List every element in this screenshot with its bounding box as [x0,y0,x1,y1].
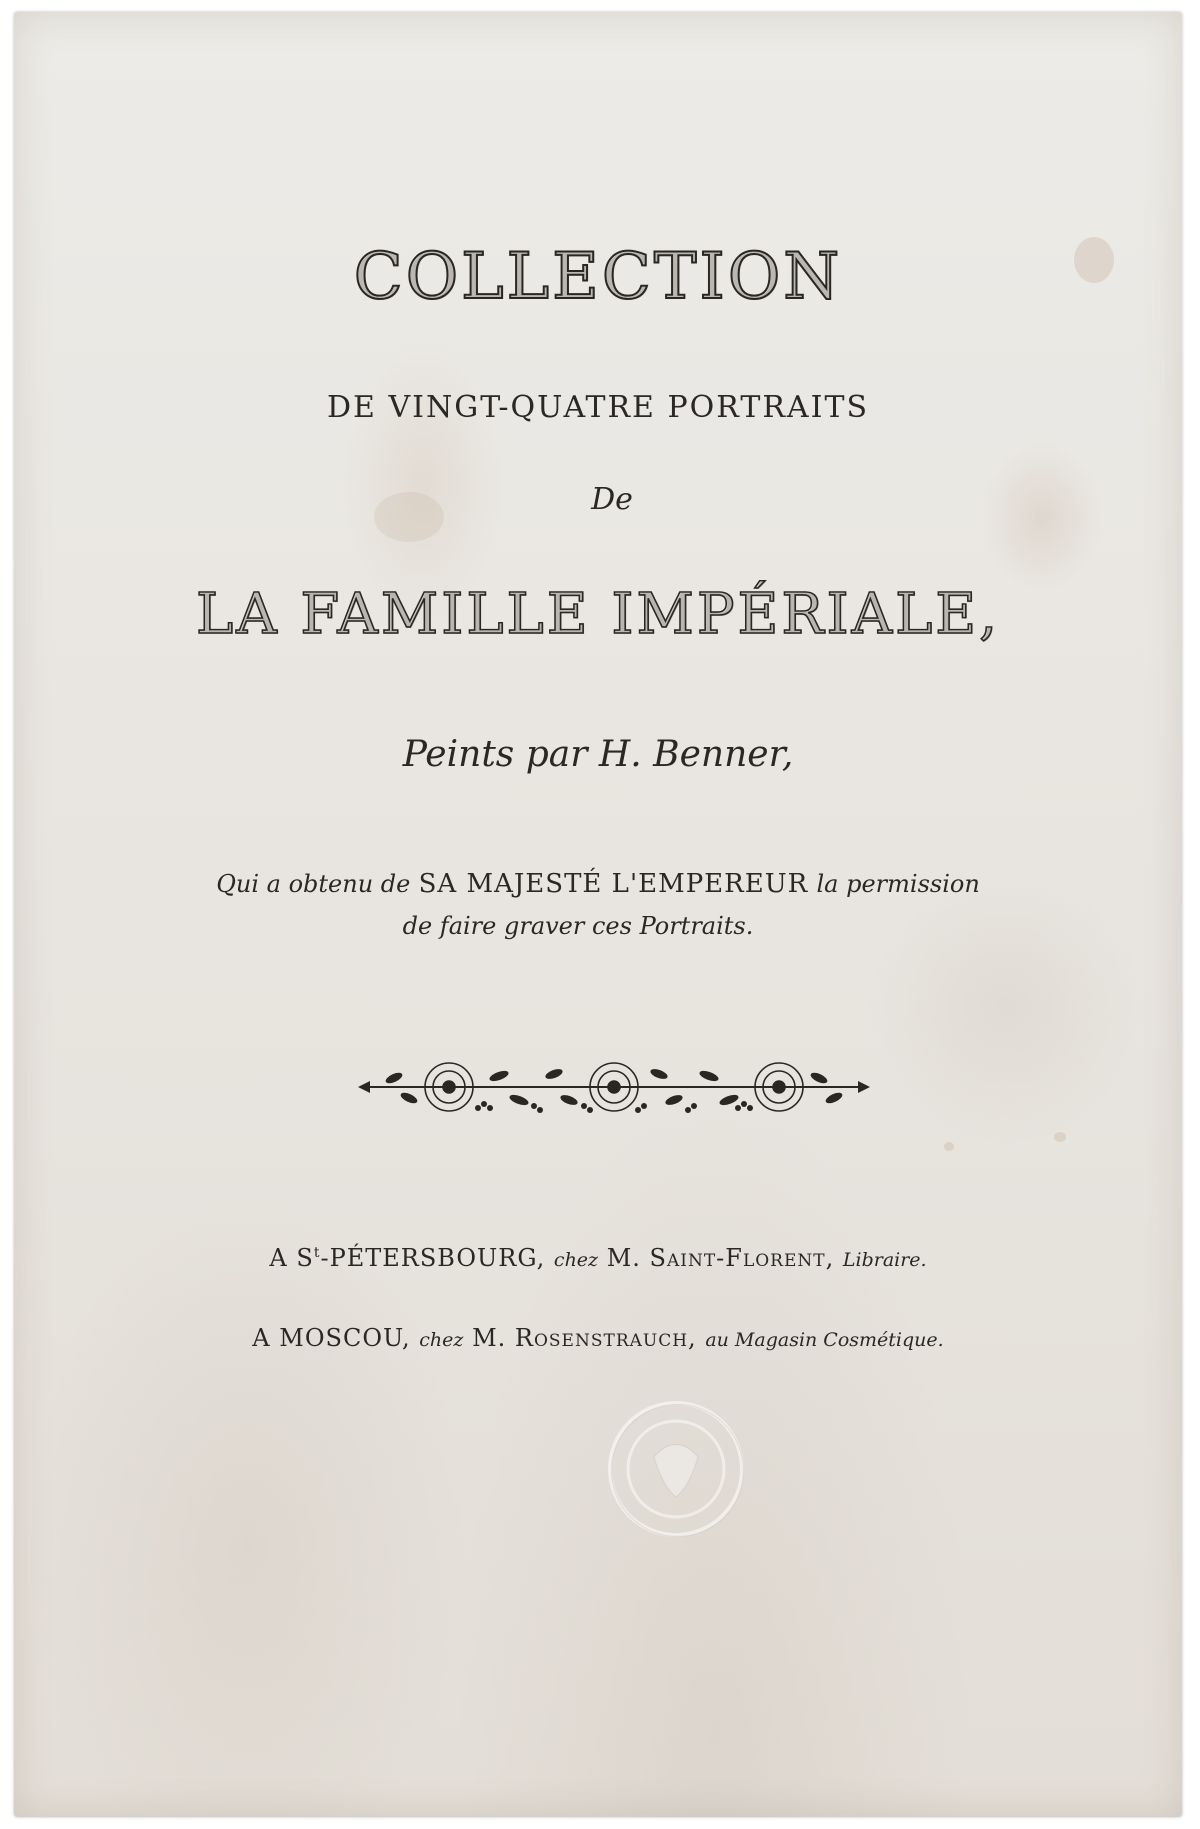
permission-line-2: de faire graver ces Portraits. [402,912,754,941]
permission-part-3: la permission [816,870,980,898]
painter-line: Peints par H. Benner, [402,734,794,775]
imprint-city-superscript: t [313,1245,321,1261]
permission-statement [14,862,1182,947]
permission-part-1: Qui a obtenu de [216,870,411,898]
imprint-role: au Magasin Cosmétique. [705,1329,944,1351]
foxing-stain [1054,1132,1066,1142]
imprint-merchant-name: M. Rosenstrauch, [472,1324,697,1352]
imprint-bookseller-name: M. Saint-Florent, [606,1244,835,1272]
imprint-chez: chez [419,1329,464,1351]
floral-ornament-icon [354,1052,874,1122]
subtitle: DE VINGT-QUATRE PORTRAITS [326,390,870,425]
family-title: LA FAMILLE IMPÉRIALE, [196,582,1000,647]
connector-word: De [591,482,633,517]
permission-majesty: SA MAJESTÉ L'EMPEREUR [418,869,809,899]
imprint-city: A MOSCOU, [252,1324,411,1352]
imprint-moscow [14,1324,1182,1352]
imprint-role: Libraire. [842,1249,927,1271]
title-page-sheet [14,12,1182,1817]
imprint-city-rest: -PÉTERSBOURG, [320,1244,546,1272]
imprint-st-petersburg [14,1244,1182,1272]
foxing-stain [944,1142,954,1151]
blind-stamp-seal-icon [604,1397,749,1542]
imprint-chez: chez [553,1249,599,1271]
imprint-city: A S [269,1244,314,1272]
main-title: COLLECTION [353,240,843,314]
